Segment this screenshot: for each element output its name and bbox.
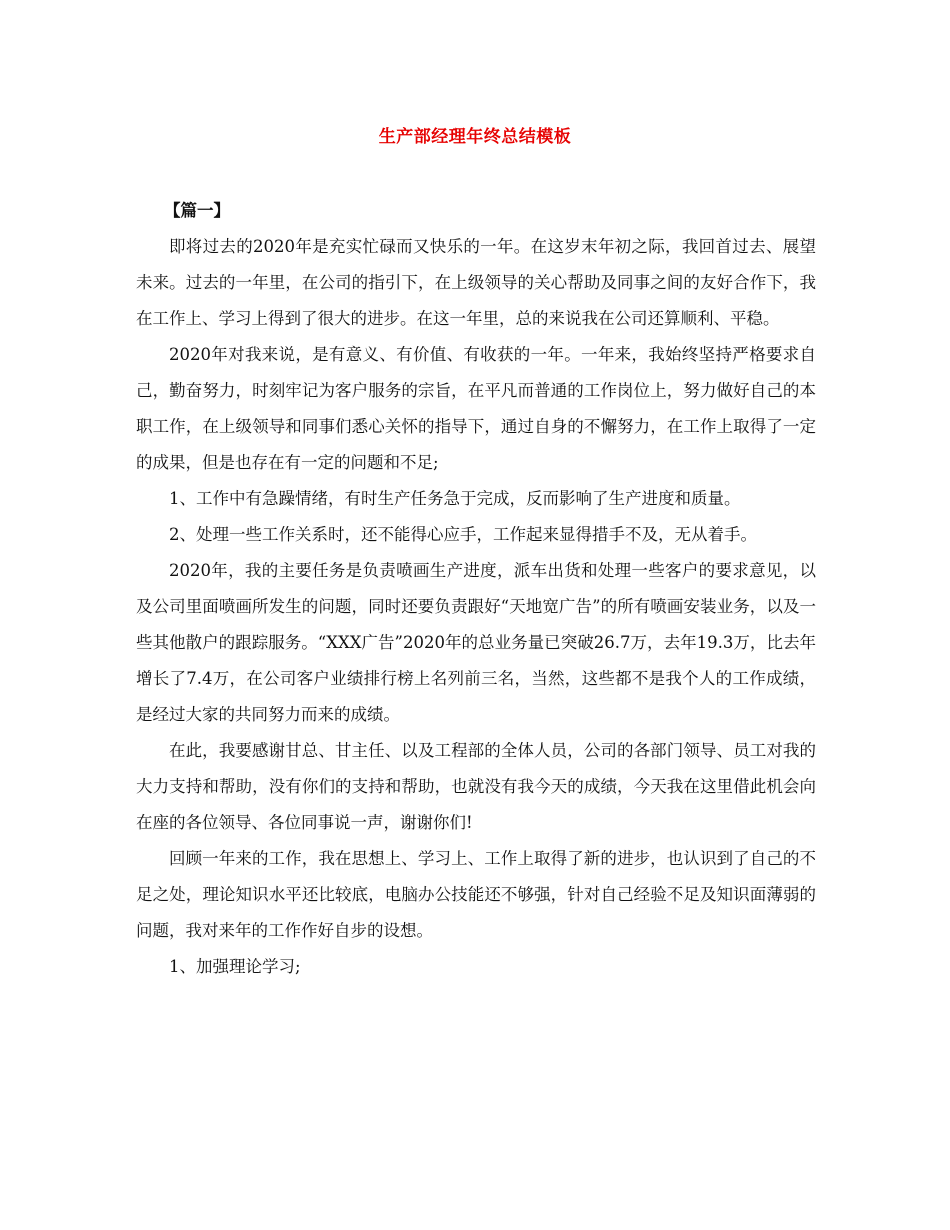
- document-title: 生产部经理年终总结模板: [378, 127, 572, 147]
- section-heading: 【篇一】: [164, 201, 230, 220]
- paragraph: 在此，我要感谢甘总、甘主任、以及工程部的全体人员，公司的各部门领导、员工对我的大力支持和帮助，没有你们的支持和帮助，也就没有我今天的成绩，今天我在这里借此机会向在座的各位领导、各位同事说一声，谢谢你们!: [136, 741, 816, 832]
- paragraph: 1、加强理论学习;: [169, 957, 301, 976]
- paragraph: 即将过去的2020年是充实忙碌而又快乐的一年。在这岁末年初之际，我回首过去、展望未来。过去的一年里，在公司的指引下，在上级领导的关心帮助及同事之间的友好合作下，我在工作上、学习上得到了很大的进步。在这一年里，总的来说我在公司还算顺利、平稳。: [136, 237, 816, 328]
- paragraph: 2020年对我来说，是有意义、有价值、有收获的一年。一年来，我始终坚持严格要求自己，勤奋努力，时刻牢记为客户服务的宗旨，在平凡而普通的工作岗位上，努力做好自己的本职工作，在上级领导和同事们悉心关怀的指导下，通过自身的不懈努力，在工作上取得了一定的成果，但是也存在有一定的问题和不足;: [136, 345, 816, 472]
- paragraph: 2、处理一些工作关系时，还不能得心应手，工作起来显得措手不及，无从着手。: [169, 525, 757, 544]
- paragraph: 2020年，我的主要任务是负责喷画生产进度，派车出货和处理一些客户的要求意见，以及公司里面喷画所发生的问题，同时还要负责跟好“天地宽广告”的所有喷画安装业务，以及一些其他散户的跟踪服务。“XXX广告”2020年的总业务量已突破26.7万，去年19.3万，比去年增长了7.4万，在公司客户业绩排行榜上名列前三名，当然，这些都不是我个人的工作成绩，是经过大家的共同努力而来的成绩。: [136, 561, 816, 724]
- paragraph: 回顾一年来的工作，我在思想上、学习上、工作上取得了新的进步，也认识到了自己的不足之处，理论知识水平还比较底，电脑办公技能还不够强，针对自己经验不足及知识面薄弱的问题，我对来年的工作作好自步的设想。: [136, 849, 816, 940]
- paragraph: 1、工作中有急躁情绪，有时生产任务急于完成，反而影响了生产进度和质量。: [169, 489, 741, 508]
- document-body: [136, 193, 816, 985]
